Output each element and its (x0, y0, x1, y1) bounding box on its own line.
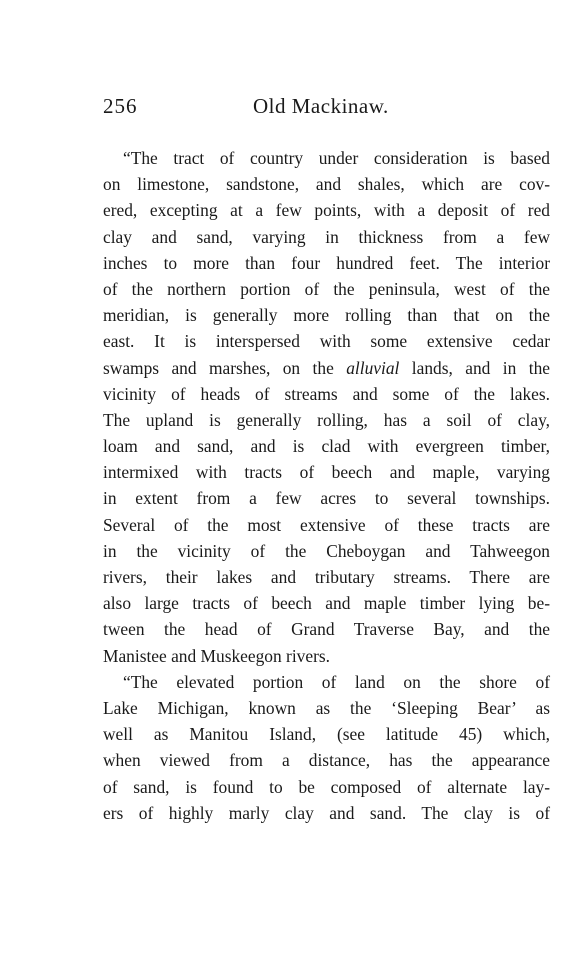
text-line: in the vicinity of the Cheboygan and Tahweegon (103, 540, 550, 561)
text-line: meridian, is generally more rolling than that on the (103, 305, 550, 326)
text-line: The upland is generally rolling, has a soil of clay, (103, 409, 550, 430)
text-line: intermixed with tracts of beech and maple, varying (103, 462, 550, 483)
text-run: swamps and marshes, on the (103, 357, 347, 378)
text-line: in extent from a few acres to several townships. (103, 488, 550, 509)
page-number: 256 (103, 94, 138, 118)
text-line: Several of the most extensive of these tracts are (103, 514, 550, 535)
running-head (103, 94, 550, 124)
text-line-with-italic (103, 355, 550, 381)
text-line: inches to more than four hundred feet. The interior (103, 252, 550, 273)
text-line: Manistee and Muskeegon rivers. (103, 645, 330, 666)
text-line: clay and sand, varying in thickness from a few (103, 226, 550, 247)
text-line: when viewed from a distance, has the appearance (103, 750, 550, 771)
text-line: of the northern portion of the peninsula, west of the (103, 278, 550, 299)
text-line: ered, excepting at a few points, with a deposit of red (103, 200, 550, 221)
text-line: ers of highly marly clay and sand. The clay is of (103, 802, 550, 823)
text-line: also large tracts of beech and maple timber lying be- (103, 593, 550, 614)
text-line: well as Manitou Island, (see latitude 45) which, (103, 724, 550, 745)
text-line: “The elevated portion of land on the shore of (123, 671, 550, 692)
paragraph-2 (103, 669, 550, 826)
text-line: rivers, their lakes and tributary streams. There are (103, 567, 550, 587)
text-line: tween the head of Grand Traverse Bay, and the (103, 619, 550, 640)
text-line: vicinity of heads of streams and some of the lakes. (103, 383, 550, 404)
text-line: “The tract of country under consideration is based (123, 148, 550, 168)
running-title: Old Mackinaw. (253, 94, 389, 118)
text-line: Lake Michigan, known as the ‘Sleeping Bear’ as (103, 697, 550, 718)
text-run: lands, and in the (399, 357, 550, 378)
text-line: on limestone, sandstone, and shales, which are cov- (103, 174, 550, 195)
paragraph-1 (103, 145, 550, 669)
text-line: of sand, is found to be composed of alternate lay- (103, 776, 550, 797)
text-line: loam and sand, and is clad with evergreen timber, (103, 436, 550, 457)
italic-word: alluvial (346, 357, 400, 378)
body-text (103, 145, 550, 826)
text-line: east. It is interspersed with some extensive cedar (103, 331, 550, 352)
